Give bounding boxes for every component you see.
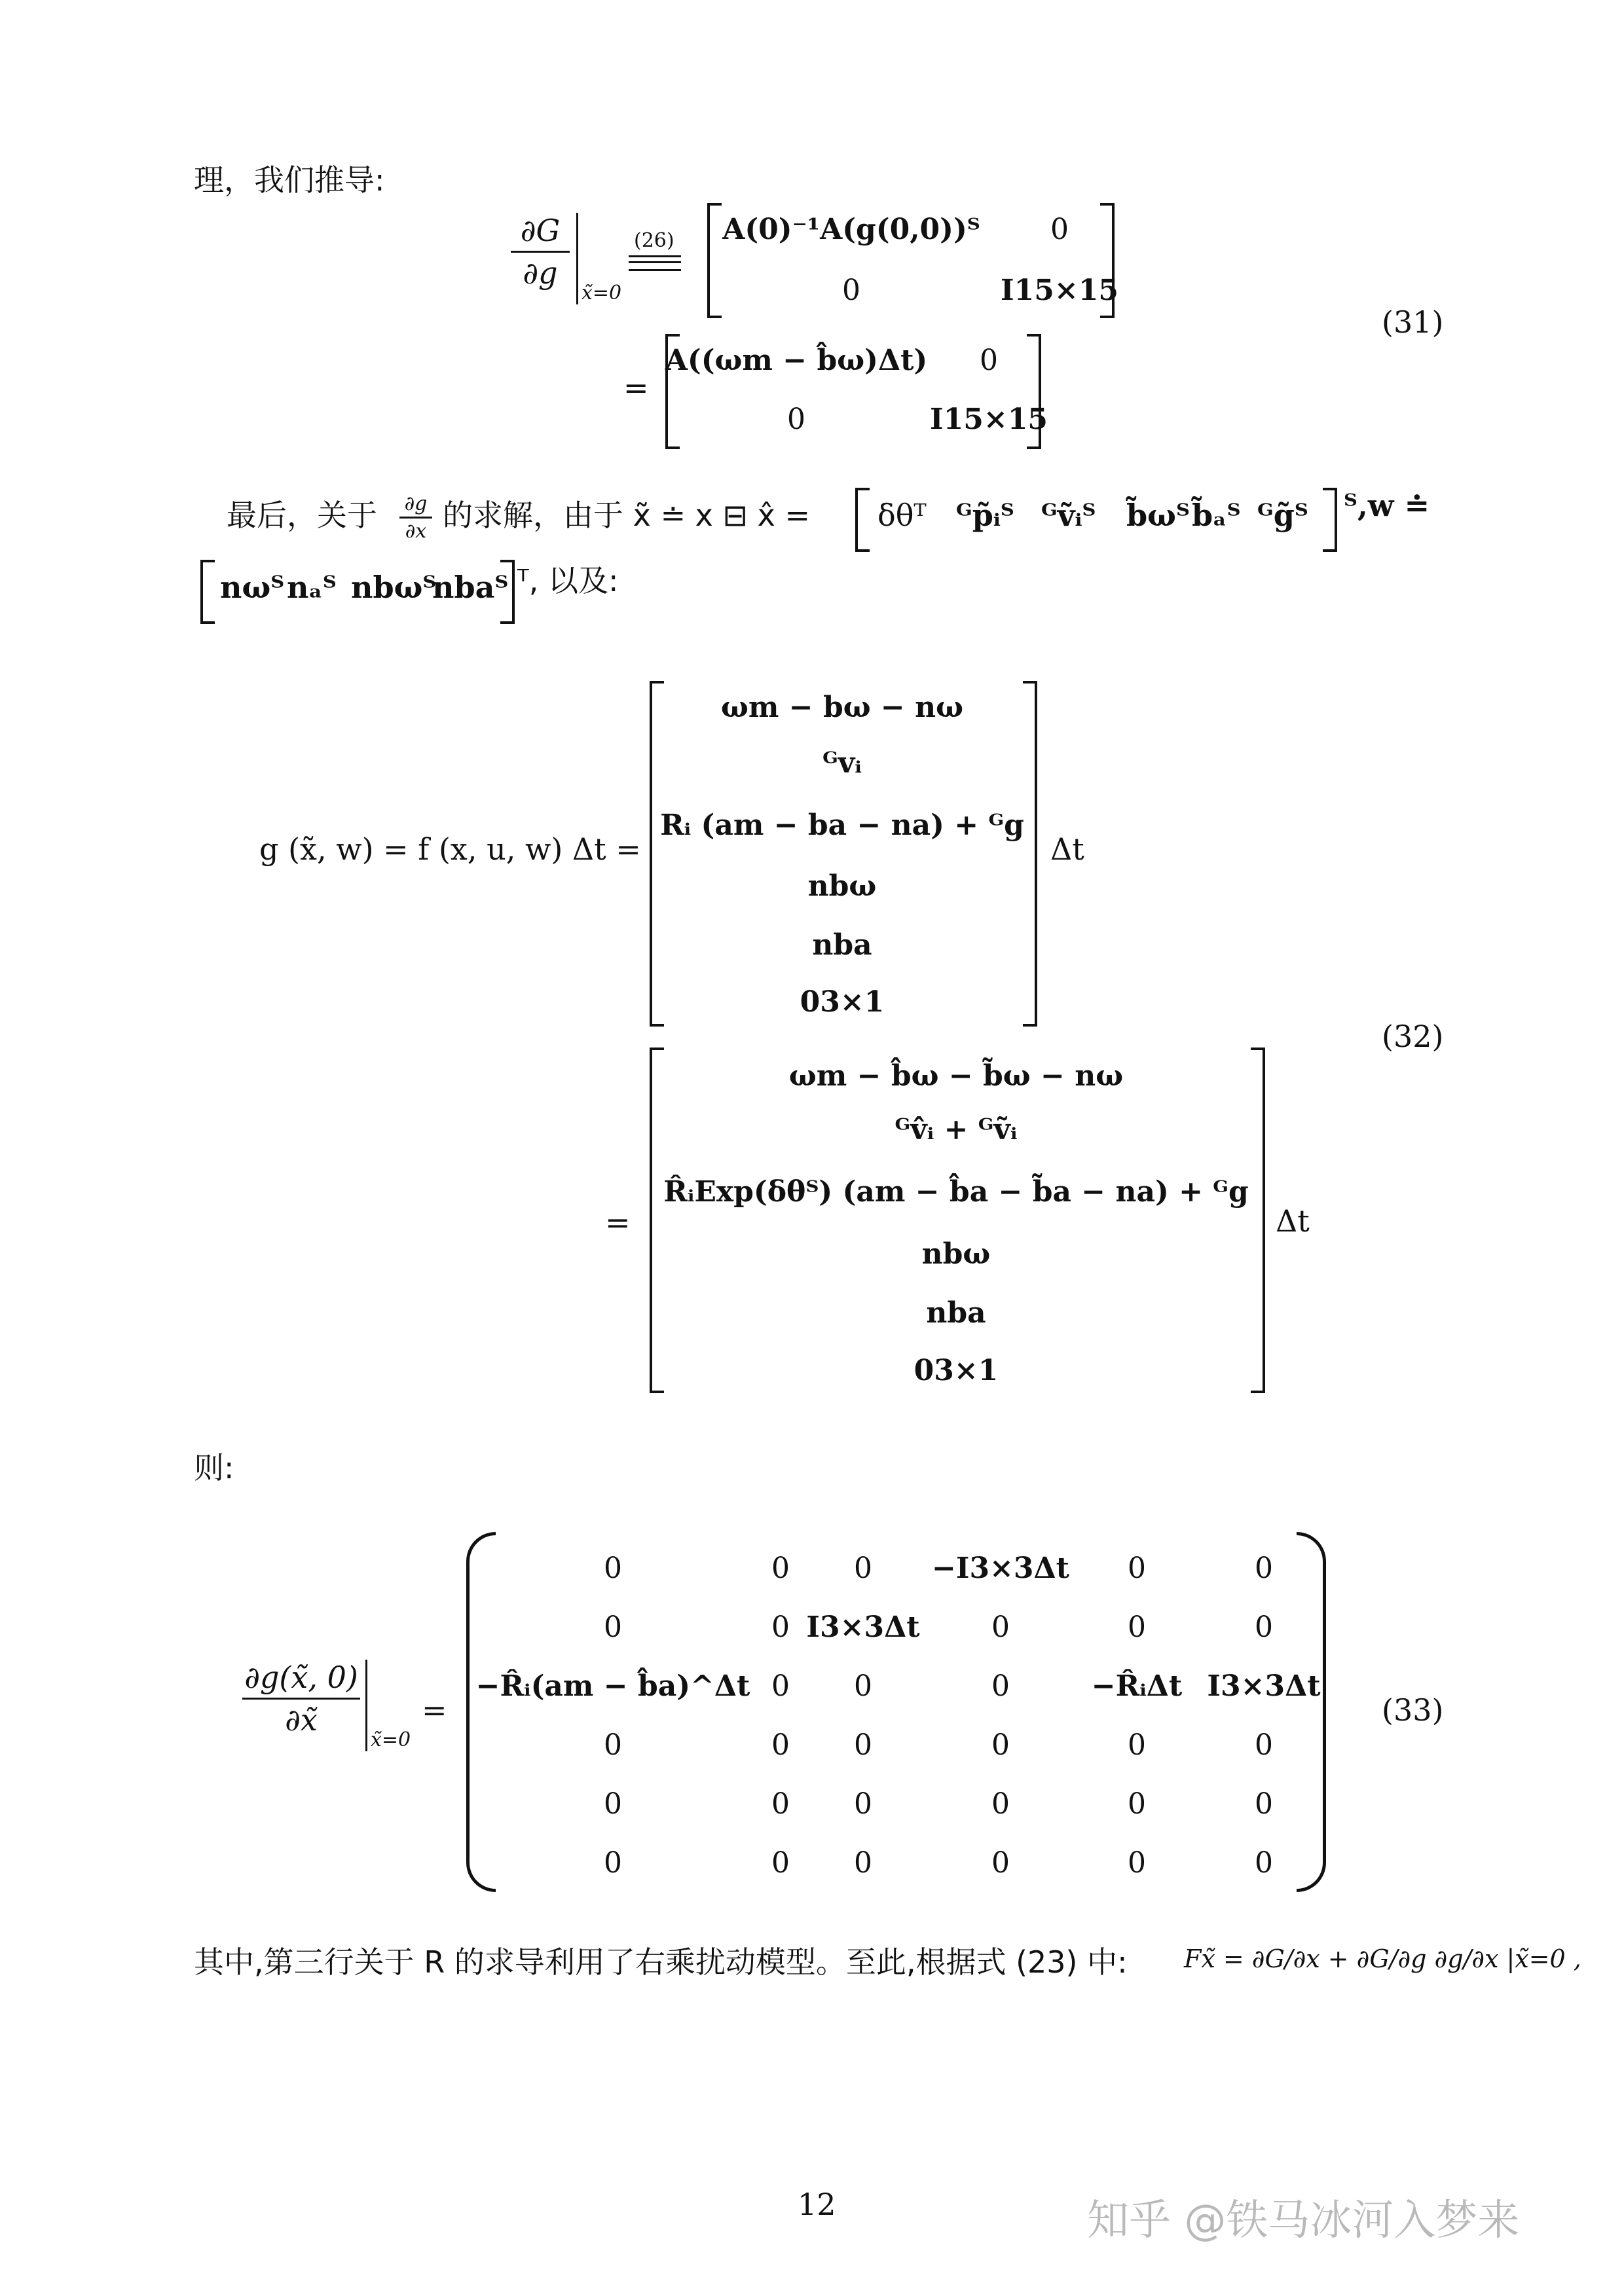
eq33-cell-r5-c2: 0 bbox=[771, 1787, 790, 1821]
eq33-cell-r3-c3: 0 bbox=[854, 1669, 872, 1703]
eq32-v2-3: nbω bbox=[921, 1237, 991, 1271]
final-line-formula: Fx̃ = ∂G/∂x + ∂G/∂g ∂g/∂x |x̃=0 , bbox=[1184, 1944, 1581, 1973]
eq33-cell-r2-c3: I3×3Δt bbox=[806, 1611, 920, 1644]
eq31-lhs-num: ∂G bbox=[520, 213, 561, 248]
eq33-cell-r3-c5: −R̂ᵢΔt bbox=[1091, 1669, 1183, 1703]
eq31-m2-right-bracket bbox=[1027, 334, 1041, 449]
eq31-m1-left-bracket bbox=[707, 203, 722, 318]
then-line: 则: bbox=[194, 1450, 234, 1485]
eq31-m2-r2c2: I15×15 bbox=[930, 403, 1048, 436]
eq33-cell-r1-c3: 0 bbox=[854, 1552, 872, 1585]
eq32-v1-0: ωm − bω − nω bbox=[720, 691, 964, 724]
para1-tail: ᵀ,w ≐ bbox=[1344, 488, 1430, 523]
para1-vec2-left-bracket bbox=[200, 560, 215, 624]
eq31-m1-r1c2: 0 bbox=[1050, 213, 1069, 246]
para1-fraction bbox=[399, 492, 432, 543]
eq33-cell-r2-c4: 0 bbox=[991, 1611, 1010, 1644]
eq33-cell-r1-c1: 0 bbox=[604, 1552, 622, 1585]
watermark: 知乎 @铁马冰河入梦来 bbox=[1087, 2196, 1520, 2245]
eq32-v1-4: nba bbox=[812, 928, 872, 962]
eq31-number: (31) bbox=[1382, 304, 1444, 340]
eq33-cell-r6-c5: 0 bbox=[1128, 1846, 1146, 1880]
eq33-cell-r6-c4: 0 bbox=[991, 1846, 1010, 1880]
eq33-eval-bar bbox=[365, 1660, 367, 1751]
eq32-v1-right-bracket bbox=[1023, 681, 1037, 1027]
eq31-m1-right-bracket bbox=[1100, 203, 1115, 318]
para1-vec-left-bracket bbox=[855, 488, 870, 552]
eq31-m2-r2c1: 0 bbox=[787, 403, 805, 436]
page-number: 12 bbox=[798, 2187, 836, 2222]
para1-mid: 的求解，由于 x̃ ≐ x ⊟ x̂ = bbox=[443, 498, 811, 533]
eq32-v2-4: nba bbox=[926, 1296, 986, 1330]
final-line-text: 其中,第三行关于 R 的求导利用了右乘扰动模型。至此,根据式 (23) 中: bbox=[194, 1944, 1128, 1980]
eq33-cell-r3-c1: −R̂ᵢ(am − b̂a)^Δt bbox=[475, 1669, 750, 1703]
eq32-v1-2: Rᵢ (am − ba − na) + ᴳg bbox=[660, 809, 1024, 842]
eq33-cell-r2-c1: 0 bbox=[604, 1611, 622, 1644]
eq31-eq: = bbox=[623, 370, 649, 405]
eq33-cell-r3-c4: 0 bbox=[991, 1669, 1010, 1703]
eq33-eval-subscript: x̃=0 bbox=[371, 1728, 411, 1751]
eq32-v1-1: ᴳvᵢ bbox=[822, 746, 862, 780]
para1-vec-2: ᴳṽᵢᵀ bbox=[1041, 498, 1096, 533]
eq31-lhs-fraction bbox=[511, 213, 570, 291]
eq31-m1-r2c1: 0 bbox=[842, 274, 860, 307]
para1-vec-5: ᴳg̃ᵀ bbox=[1257, 498, 1308, 533]
eq32-v1-3: nbω bbox=[807, 869, 877, 903]
para1-vec2-2: nbωᵀ bbox=[351, 570, 437, 605]
eq32-v2-1: ᴳv̂ᵢ + ᴳṽᵢ bbox=[895, 1113, 1018, 1146]
eq32-lhs: g (x̃, w) = f (x, u, w) Δt = bbox=[259, 831, 641, 867]
para1-vec2-3: nbaᵀ bbox=[432, 570, 509, 605]
eq33-number: (33) bbox=[1382, 1692, 1444, 1728]
eq31-m1-r2c2: I15×15 bbox=[1001, 274, 1118, 307]
eq33-cell-r4-c2: 0 bbox=[771, 1728, 790, 1762]
eq33-cell-r4-c5: 0 bbox=[1128, 1728, 1146, 1762]
eq33-cell-r6-c3: 0 bbox=[854, 1846, 872, 1880]
eq32-eq2: = bbox=[605, 1205, 631, 1240]
eq33-cell-r5-c1: 0 bbox=[604, 1787, 622, 1821]
eq33-cell-r1-c6: 0 bbox=[1255, 1552, 1273, 1585]
eq33-cell-r6-c1: 0 bbox=[604, 1846, 622, 1880]
para1-vec-right-bracket bbox=[1323, 488, 1337, 552]
eq33-cell-r4-c3: 0 bbox=[854, 1728, 872, 1762]
intro-line: 理，我们推导: bbox=[194, 162, 385, 198]
eq33-eq: = bbox=[422, 1692, 447, 1728]
eq33-cell-r5-c5: 0 bbox=[1128, 1787, 1146, 1821]
eq31-over-ref: (26) bbox=[634, 229, 674, 252]
eq31-lhs-den: ∂g bbox=[523, 255, 558, 291]
eq33-lhs-num: ∂g(x̃, 0) bbox=[244, 1660, 358, 1695]
eq31-triple-eq bbox=[629, 255, 681, 271]
eq33-cell-r4-c1: 0 bbox=[604, 1728, 622, 1762]
eq33-cell-r2-c2: 0 bbox=[771, 1611, 790, 1644]
eq33-cell-r2-c5: 0 bbox=[1128, 1611, 1146, 1644]
eq33-cell-r1-c2: 0 bbox=[771, 1552, 790, 1585]
eq31-m2-r1c2: 0 bbox=[980, 344, 998, 377]
para1-vec2-1: nₐᵀ bbox=[287, 570, 337, 605]
eq32-v1-5: 03×1 bbox=[800, 985, 885, 1019]
eq32-v2-left-bracket bbox=[650, 1048, 664, 1393]
para1-vec-4: b̃ₐᵀ bbox=[1192, 498, 1241, 533]
eq32-v2-right-bracket bbox=[1251, 1048, 1265, 1393]
eq33-cell-r1-c5: 0 bbox=[1128, 1552, 1146, 1585]
eq32-dt1: Δt bbox=[1050, 831, 1084, 867]
para1-vec-3: b̃ωᵀ bbox=[1126, 498, 1190, 533]
eq33-cell-r3-c6: I3×3Δt bbox=[1207, 1669, 1321, 1703]
para1-vec-1: ᴳp̃ᵢᵀ bbox=[956, 498, 1014, 533]
eq33-cell-r5-c4: 0 bbox=[991, 1787, 1010, 1821]
eq33-cell-r4-c4: 0 bbox=[991, 1728, 1010, 1762]
eq33-cell-r6-c2: 0 bbox=[771, 1846, 790, 1880]
eq31-eval-bar bbox=[576, 213, 578, 304]
eq33-lhs-den: ∂x̃ bbox=[285, 1702, 318, 1738]
eq32-v2-5: 03×1 bbox=[913, 1354, 999, 1387]
eq31-eval-subscript: x̃=0 bbox=[581, 282, 622, 304]
para1-vec2-0: nωᵀ bbox=[220, 570, 285, 605]
eq31-m2-r1c1: A((ωm − b̂ω)Δt) bbox=[665, 344, 928, 377]
eq33-cell-r6-c6: 0 bbox=[1255, 1846, 1273, 1880]
eq32-v2-2: R̂ᵢExp(δθᵀ) (am − b̂a − b̃a − na) + ᴳg bbox=[663, 1175, 1249, 1209]
eq32-number: (32) bbox=[1382, 1019, 1444, 1054]
para1-frac-den: ∂x bbox=[405, 520, 427, 543]
eq32-v1-left-bracket bbox=[650, 681, 664, 1027]
eq33-left-paren bbox=[466, 1532, 496, 1892]
eq33-cell-r5-c3: 0 bbox=[854, 1787, 872, 1821]
eq33-cell-r1-c4: −I3×3Δt bbox=[931, 1552, 1070, 1585]
para1-end: ᵀ, 以及: bbox=[517, 563, 619, 598]
eq33-right-paren bbox=[1297, 1532, 1326, 1892]
para1-vec2-right-bracket bbox=[500, 560, 515, 624]
eq31-m1-r1c1: A(0)⁻¹A(g(0,0))ᵀ bbox=[722, 213, 980, 246]
para1-vec-0: δθᵀ bbox=[877, 498, 927, 533]
eq32-v2-0: ωm − b̂ω − b̃ω − nω bbox=[788, 1059, 1124, 1093]
eq33-cell-r3-c2: 0 bbox=[771, 1669, 790, 1703]
eq32-dt2: Δt bbox=[1276, 1203, 1310, 1239]
eq33-cell-r2-c6: 0 bbox=[1255, 1611, 1273, 1644]
para1-prefix: 最后，关于 bbox=[227, 498, 377, 533]
eq33-cell-r5-c6: 0 bbox=[1255, 1787, 1273, 1821]
eq33-cell-r4-c6: 0 bbox=[1255, 1728, 1273, 1762]
eq33-lhs-fraction bbox=[242, 1660, 360, 1738]
para1-frac-num: ∂g bbox=[404, 492, 428, 515]
